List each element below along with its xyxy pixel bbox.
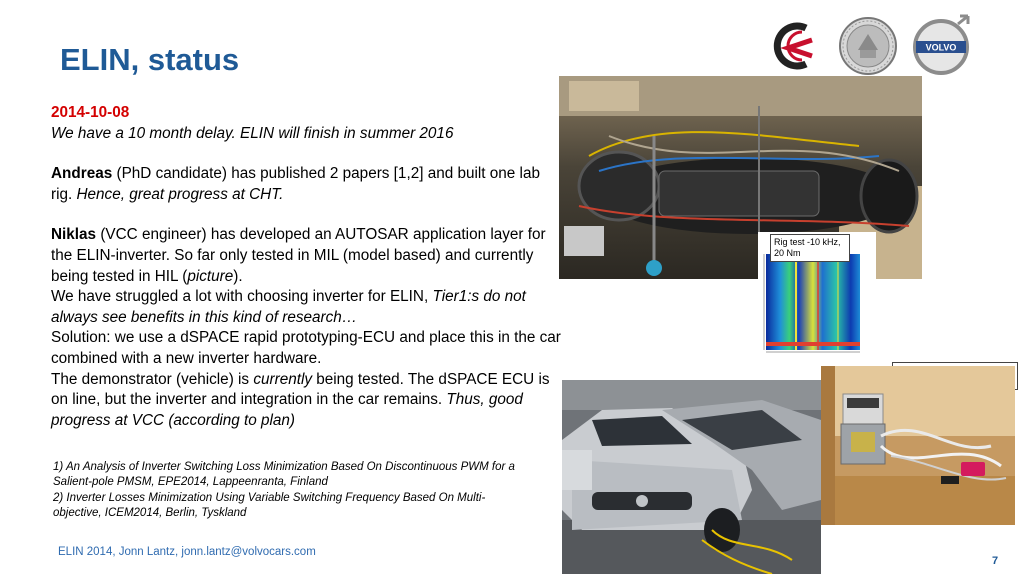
footer-text: ELIN 2014, Jonn Lantz, jonn.lantz@volvocars.com (58, 546, 316, 558)
andreas-paragraph (51, 164, 561, 205)
niklas-name: Niklas (51, 226, 97, 244)
demo-italic: currently (253, 370, 312, 388)
reference-2: 2) Inverter Losses Minimization Using Variable Switching Frequency Based On Multi-objective, ICEM2014, Berlin, Tyskland (53, 491, 486, 519)
hil-photo (821, 366, 1015, 525)
niklas-close: ). (233, 267, 243, 285)
rig-test-caption: Rig test -10 kHz, 20 Nm (770, 234, 850, 262)
demo-italic2: Thus, good progress at VCC (according to plan) (51, 391, 523, 429)
demo-text2: being tested. The dSPACE ECU is on line, but the inverter and integration in the car remains. (51, 370, 550, 409)
status-date: 2014-10-08 (51, 104, 130, 121)
struggle-italic: Tier1:s do not always see benefits in this kind of research… (51, 288, 526, 326)
andreas-italic: Hence, great progress at CHT. (76, 185, 284, 203)
niklas-paragraph (51, 225, 561, 287)
references (53, 460, 523, 521)
demo-paragraph (51, 370, 561, 432)
demo-text1: The demonstrator (vehicle) is (51, 370, 254, 388)
reference-1: 1) An Analysis of Inverter Switching Loss Minimization Based On Discontinuous PWM for a Salient-pole PMSM, EPE2014, Lappeenranta, Finland (53, 461, 515, 489)
delay-note: We have a 10 month delay. ELIN will finish in summer 2016 (51, 124, 454, 142)
volvo-logo (910, 14, 972, 76)
chalmers-logo (766, 18, 822, 74)
page-number: 7 (992, 555, 999, 567)
struggle-text: We have struggled a lot with choosing inverter for ELIN, (51, 288, 433, 306)
kth-seal-logo (838, 16, 898, 76)
status-body (51, 103, 561, 431)
rig-test-spectrogram (758, 232, 876, 360)
solution-paragraph: Solution: we use a dSPACE rapid prototyping-ECU and place this in the car combined with a new inverter hardware. (51, 329, 561, 367)
car-photo (562, 380, 821, 574)
niklas-text: (VCC engineer) has developed an AUTOSAR application layer for the ELIN-inverter. So far only tested in MIL (model based) and currently being tested in HIL ( (51, 226, 546, 285)
andreas-text: (PhD candidate) has published 2 papers [1,2] and built one lab rig. (51, 165, 540, 203)
niklas-picture: picture (187, 267, 234, 285)
page-title: ELIN, status (60, 42, 240, 77)
andreas-name: Andreas (51, 165, 113, 183)
struggle-paragraph (51, 287, 561, 328)
volvo-logo-text: VOLVO (925, 42, 957, 53)
